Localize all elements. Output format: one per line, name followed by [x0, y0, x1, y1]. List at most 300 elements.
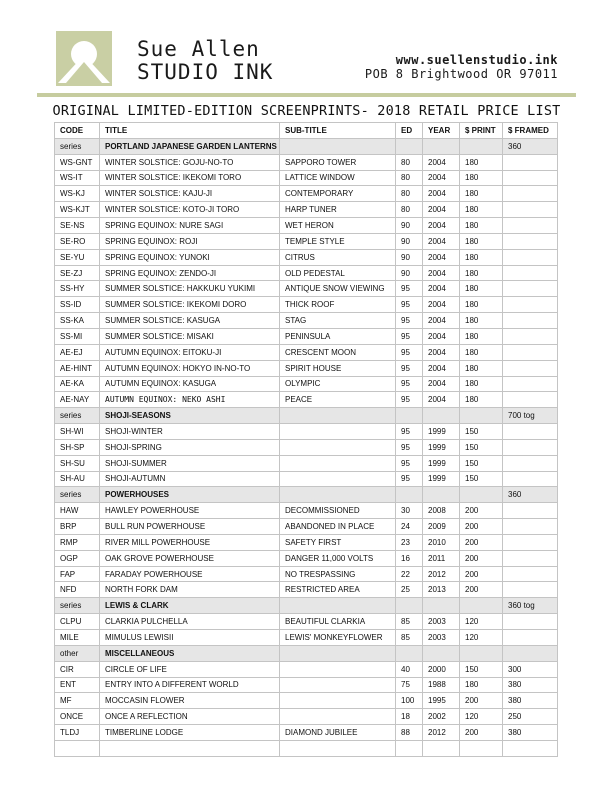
cell-title: SHOJI-SUMMER: [100, 455, 280, 471]
cell-framed-price: [503, 455, 558, 471]
table-row: [55, 519, 558, 535]
cell-edition: 90: [396, 233, 423, 249]
cell-title: FARADAY POWERHOUSE: [100, 566, 280, 582]
cell-title: WINTER SOLSTICE: GOJU-NO-TO: [100, 154, 280, 170]
cell-code: SE-ZJ: [55, 265, 100, 281]
cell-edition: [396, 598, 423, 614]
cell-title: SUMMER SOLSTICE: HAKKUKU YUKIMI: [100, 281, 280, 297]
cell-year: [423, 740, 460, 756]
cell-year: 2004: [423, 297, 460, 313]
cell-edition: 85: [396, 630, 423, 646]
table-row: [55, 661, 558, 677]
cell-framed-price: [503, 328, 558, 344]
cell-framed-price: [503, 582, 558, 598]
cell-subtitle: [280, 138, 396, 154]
cell-edition: [396, 408, 423, 424]
cell-year: 1988: [423, 677, 460, 693]
cell-year: [423, 645, 460, 661]
cell-year: 2012: [423, 725, 460, 741]
cell-framed-price: [503, 550, 558, 566]
cell-framed-price: [503, 534, 558, 550]
cell-title: [100, 740, 280, 756]
cell-subtitle: CRESCENT MOON: [280, 344, 396, 360]
cell-subtitle: SAFETY FIRST: [280, 534, 396, 550]
cell-year: 1999: [423, 439, 460, 455]
cell-edition: 90: [396, 218, 423, 234]
cell-code: series: [55, 487, 100, 503]
cell-subtitle: RESTRICTED AREA: [280, 582, 396, 598]
cell-code: series: [55, 408, 100, 424]
mountain-logo-icon: [56, 31, 112, 86]
table-row: [55, 344, 558, 360]
cell-title: SHOJI-SPRING: [100, 439, 280, 455]
cell-code: SE-NS: [55, 218, 100, 234]
price-list-body: [55, 138, 558, 756]
cell-print-price: 200: [460, 503, 503, 519]
cell-title: SUMMER SOLSTICE: KASUGA: [100, 313, 280, 329]
cell-code: WS-KJ: [55, 186, 100, 202]
cell-title: PORTLAND JAPANESE GARDEN LANTERNS: [100, 138, 280, 154]
cell-framed-price: [503, 344, 558, 360]
cell-framed-price: [503, 519, 558, 535]
table-row: [55, 313, 558, 329]
table-row: [55, 693, 558, 709]
cell-subtitle: [280, 677, 396, 693]
cell-edition: 24: [396, 519, 423, 535]
cell-framed-price: [503, 170, 558, 186]
cell-year: 2004: [423, 233, 460, 249]
cell-subtitle: [280, 693, 396, 709]
cell-code: SS-KA: [55, 313, 100, 329]
cell-edition: 95: [396, 439, 423, 455]
table-row: [55, 218, 558, 234]
table-row: [55, 630, 558, 646]
cell-print-price: 180: [460, 186, 503, 202]
cell-year: 2004: [423, 392, 460, 408]
cell-title: CIRCLE OF LIFE: [100, 661, 280, 677]
cell-title: SUMMER SOLSTICE: MISAKI: [100, 328, 280, 344]
cell-print-price: [460, 598, 503, 614]
cell-year: [423, 138, 460, 154]
cell-code: ONCE: [55, 709, 100, 725]
table-row: [55, 186, 558, 202]
cell-print-price: 150: [460, 661, 503, 677]
table-row: [55, 376, 558, 392]
cell-subtitle: [280, 661, 396, 677]
cell-framed-price: [503, 740, 558, 756]
document-title: ORIGINAL LIMITED-EDITION SCREENPRINTS- 2018 RETAIL PRICE LIST: [52, 103, 561, 119]
cell-print-price: 180: [460, 328, 503, 344]
cell-code: WS-IT: [55, 170, 100, 186]
cell-edition: 88: [396, 725, 423, 741]
cell-code: SH-SP: [55, 439, 100, 455]
cell-code: AE-NAY: [55, 392, 100, 408]
cell-subtitle: SPIRIT HOUSE: [280, 360, 396, 376]
cell-code: SE-YU: [55, 249, 100, 265]
cell-year: 2003: [423, 630, 460, 646]
cell-print-price: 200: [460, 566, 503, 582]
table-row: [55, 614, 558, 630]
cell-print-price: 180: [460, 313, 503, 329]
cell-print-price: 200: [460, 693, 503, 709]
cell-code: WS-GNT: [55, 154, 100, 170]
cell-print-price: [460, 645, 503, 661]
cell-title: CLARKIA PULCHELLA: [100, 614, 280, 630]
table-row: [55, 534, 558, 550]
table-row: [55, 297, 558, 313]
cell-subtitle: DIAMOND JUBILEE: [280, 725, 396, 741]
cell-framed-price: 360 tog: [503, 598, 558, 614]
table-header-row: [55, 123, 558, 139]
cell-code: CIR: [55, 661, 100, 677]
cell-subtitle: DANGER 11,000 VOLTS: [280, 550, 396, 566]
cell-print-price: 180: [460, 154, 503, 170]
cell-print-price: 200: [460, 519, 503, 535]
cell-framed-price: [503, 424, 558, 440]
cell-year: 2009: [423, 519, 460, 535]
header-divider: [37, 93, 576, 97]
cell-print-price: 180: [460, 233, 503, 249]
cell-print-price: 180: [460, 297, 503, 313]
cell-framed-price: [503, 471, 558, 487]
table-row: [55, 439, 558, 455]
cell-subtitle: ABANDONED IN PLACE: [280, 519, 396, 535]
cell-year: 2000: [423, 661, 460, 677]
cell-year: 2012: [423, 566, 460, 582]
cell-edition: 25: [396, 582, 423, 598]
cell-title: SHOJI-WINTER: [100, 424, 280, 440]
brand-name: [137, 38, 273, 84]
cell-year: 2004: [423, 344, 460, 360]
series-row: [55, 645, 558, 661]
cell-code: NFD: [55, 582, 100, 598]
cell-year: 2004: [423, 360, 460, 376]
cell-title: AUTUMN EQUINOX: NEKO ASHI: [100, 392, 280, 408]
brand-line-2: STUDIO INK: [137, 60, 274, 84]
cell-framed-price: [503, 503, 558, 519]
cell-year: 2002: [423, 709, 460, 725]
cell-year: 1999: [423, 424, 460, 440]
cell-subtitle: SAPPORO TOWER: [280, 154, 396, 170]
cell-year: 2010: [423, 534, 460, 550]
cell-edition: 80: [396, 202, 423, 218]
cell-edition: 85: [396, 614, 423, 630]
cell-framed-price: [503, 392, 558, 408]
studio-logo: [56, 31, 112, 86]
table-row: [55, 360, 558, 376]
cell-year: 2004: [423, 170, 460, 186]
cell-code: SH-WI: [55, 424, 100, 440]
cell-title: NORTH FORK DAM: [100, 582, 280, 598]
cell-title: AUTUMN EQUINOX: EITOKU-JI: [100, 344, 280, 360]
cell-year: 2004: [423, 313, 460, 329]
cell-print-price: 180: [460, 249, 503, 265]
cell-framed-price: [503, 297, 558, 313]
website-link[interactable]: www.suellenstudio.ink: [395, 53, 558, 67]
cell-subtitle: STAG: [280, 313, 396, 329]
cell-edition: 18: [396, 709, 423, 725]
cell-code: CLPU: [55, 614, 100, 630]
cell-subtitle: [280, 487, 396, 503]
cell-year: 2004: [423, 249, 460, 265]
cell-framed-price: [503, 614, 558, 630]
table-row: [55, 249, 558, 265]
cell-framed-price: 700 tog: [503, 408, 558, 424]
cell-framed-price: [503, 186, 558, 202]
cell-title: MOCCASIN FLOWER: [100, 693, 280, 709]
cell-print-price: 150: [460, 439, 503, 455]
cell-year: 1999: [423, 455, 460, 471]
cell-year: [423, 487, 460, 503]
cell-year: [423, 408, 460, 424]
table-row: [55, 233, 558, 249]
cell-framed-price: [503, 376, 558, 392]
cell-code: AE-HINT: [55, 360, 100, 376]
cell-subtitle: [280, 645, 396, 661]
cell-subtitle: HARP TUNER: [280, 202, 396, 218]
series-row: [55, 487, 558, 503]
cell-code: ENT: [55, 677, 100, 693]
cell-framed-price: 380: [503, 725, 558, 741]
column-header-edition: ED: [396, 123, 423, 139]
cell-year: 2004: [423, 328, 460, 344]
cell-edition: [396, 645, 423, 661]
cell-subtitle: [280, 471, 396, 487]
cell-print-price: 180: [460, 265, 503, 281]
cell-year: 2004: [423, 281, 460, 297]
cell-code: OGP: [55, 550, 100, 566]
cell-code: AE-KA: [55, 376, 100, 392]
cell-year: 2004: [423, 186, 460, 202]
cell-code: series: [55, 138, 100, 154]
cell-code: MILE: [55, 630, 100, 646]
cell-framed-price: [503, 360, 558, 376]
cell-print-price: [460, 487, 503, 503]
cell-subtitle: CITRUS: [280, 249, 396, 265]
table-row: [55, 455, 558, 471]
cell-print-price: 200: [460, 582, 503, 598]
column-header-subtitle: SUB-TITLE: [280, 123, 396, 139]
cell-title: ONCE A REFLECTION: [100, 709, 280, 725]
cell-print-price: 180: [460, 392, 503, 408]
cell-framed-price: [503, 249, 558, 265]
table-row: [55, 328, 558, 344]
cell-print-price: 200: [460, 534, 503, 550]
cell-code: BRP: [55, 519, 100, 535]
cell-edition: 95: [396, 360, 423, 376]
cell-edition: 95: [396, 328, 423, 344]
cell-subtitle: OLYMPIC: [280, 376, 396, 392]
cell-year: 1999: [423, 471, 460, 487]
cell-edition: 95: [396, 376, 423, 392]
cell-edition: 95: [396, 455, 423, 471]
cell-framed-price: [503, 313, 558, 329]
cell-code: SH-SU: [55, 455, 100, 471]
cell-edition: 40: [396, 661, 423, 677]
table-row: [55, 281, 558, 297]
table-row: [55, 170, 558, 186]
cell-subtitle: TEMPLE STYLE: [280, 233, 396, 249]
cell-edition: 22: [396, 566, 423, 582]
cell-edition: 90: [396, 265, 423, 281]
cell-title: WINTER SOLSTICE: IKEKOMI TORO: [100, 170, 280, 186]
cell-edition: 75: [396, 677, 423, 693]
cell-year: 1995: [423, 693, 460, 709]
cell-print-price: 120: [460, 709, 503, 725]
cell-code: SS-MI: [55, 328, 100, 344]
column-header-print-price: $ PRINT: [460, 123, 503, 139]
column-header-title: TITLE: [100, 123, 280, 139]
cell-year: 2004: [423, 265, 460, 281]
cell-edition: [396, 487, 423, 503]
cell-code: WS-KJT: [55, 202, 100, 218]
cell-code: RMP: [55, 534, 100, 550]
contact-block: [365, 53, 558, 82]
cell-title: HAWLEY POWERHOUSE: [100, 503, 280, 519]
cell-subtitle: THICK ROOF: [280, 297, 396, 313]
cell-print-price: 180: [460, 376, 503, 392]
cell-framed-price: 250: [503, 709, 558, 725]
cell-title: BULL RUN POWERHOUSE: [100, 519, 280, 535]
cell-framed-price: [503, 281, 558, 297]
cell-year: 2003: [423, 614, 460, 630]
column-header-framed-price: $ FRAMED: [503, 123, 558, 139]
cell-title: SPRING EQUINOX: NURE SAGI: [100, 218, 280, 234]
postal-address: POB 8 Brightwood OR 97011: [364, 67, 558, 81]
series-row: [55, 598, 558, 614]
cell-edition: 80: [396, 154, 423, 170]
table-row: [55, 550, 558, 566]
cell-subtitle: PEACE: [280, 392, 396, 408]
cell-title: SPRING EQUINOX: ROJI: [100, 233, 280, 249]
cell-print-price: 180: [460, 344, 503, 360]
table-row: [55, 265, 558, 281]
cell-subtitle: [280, 455, 396, 471]
cell-print-price: 150: [460, 455, 503, 471]
cell-subtitle: [280, 709, 396, 725]
cell-print-price: 200: [460, 725, 503, 741]
cell-print-price: 180: [460, 218, 503, 234]
cell-code: SS-HY: [55, 281, 100, 297]
cell-framed-price: 360: [503, 138, 558, 154]
cell-subtitle: WET HERON: [280, 218, 396, 234]
cell-print-price: 180: [460, 360, 503, 376]
cell-edition: 95: [396, 424, 423, 440]
cell-print-price: 150: [460, 424, 503, 440]
cell-framed-price: [503, 439, 558, 455]
cell-title: SHOJI-AUTUMN: [100, 471, 280, 487]
cell-code: AE-EJ: [55, 344, 100, 360]
cell-code: FAP: [55, 566, 100, 582]
cell-subtitle: PENINSULA: [280, 328, 396, 344]
cell-framed-price: [503, 202, 558, 218]
cell-framed-price: [503, 566, 558, 582]
cell-title: MISCELLANEOUS: [100, 645, 280, 661]
cell-print-price: 150: [460, 471, 503, 487]
cell-framed-price: 380: [503, 693, 558, 709]
cell-subtitle: OLD PEDESTAL: [280, 265, 396, 281]
cell-title: AUTUMN EQUINOX: KASUGA: [100, 376, 280, 392]
cell-title: LEWIS & CLARK: [100, 598, 280, 614]
series-row: [55, 138, 558, 154]
cell-framed-price: [503, 218, 558, 234]
cell-edition: 95: [396, 344, 423, 360]
table-row: [55, 503, 558, 519]
cell-title: SPRING EQUINOX: ZENDO-JI: [100, 265, 280, 281]
cell-framed-price: 300: [503, 661, 558, 677]
cell-edition: [396, 138, 423, 154]
price-list-table: [54, 122, 558, 757]
cell-subtitle: [280, 740, 396, 756]
table-row: [55, 709, 558, 725]
cell-title: RIVER MILL POWERHOUSE: [100, 534, 280, 550]
cell-edition: 95: [396, 297, 423, 313]
cell-code: SH-AU: [55, 471, 100, 487]
series-row: [55, 408, 558, 424]
table-row: [55, 677, 558, 693]
column-header-year: YEAR: [423, 123, 460, 139]
cell-subtitle: ANTIQUE SNOW VIEWING: [280, 281, 396, 297]
cell-title: MIMULUS LEWISII: [100, 630, 280, 646]
cell-code: [55, 740, 100, 756]
cell-year: 2008: [423, 503, 460, 519]
cell-year: 2013: [423, 582, 460, 598]
cell-framed-price: [503, 154, 558, 170]
cell-print-price: [460, 138, 503, 154]
cell-framed-price: [503, 645, 558, 661]
cell-edition: 80: [396, 186, 423, 202]
cell-code: other: [55, 645, 100, 661]
cell-year: 2004: [423, 376, 460, 392]
cell-title: WINTER SOLSTICE: KOTO-JI TORO: [100, 202, 280, 218]
cell-print-price: 180: [460, 281, 503, 297]
cell-edition: 100: [396, 693, 423, 709]
cell-print-price: 180: [460, 202, 503, 218]
cell-edition: 30: [396, 503, 423, 519]
cell-title: WINTER SOLSTICE: KAJU-JI: [100, 186, 280, 202]
cell-print-price: 120: [460, 614, 503, 630]
cell-code: HAW: [55, 503, 100, 519]
cell-code: SE-RO: [55, 233, 100, 249]
cell-edition: 95: [396, 471, 423, 487]
cell-edition: [396, 740, 423, 756]
brand-line-1: Sue Allen: [137, 37, 260, 61]
cell-year: 2004: [423, 218, 460, 234]
cell-subtitle: [280, 424, 396, 440]
cell-edition: 90: [396, 249, 423, 265]
cell-subtitle: [280, 439, 396, 455]
cell-subtitle: NO TRESPASSING: [280, 566, 396, 582]
cell-print-price: 180: [460, 170, 503, 186]
cell-subtitle: [280, 408, 396, 424]
cell-title: ENTRY INTO A DIFFERENT WORLD: [100, 677, 280, 693]
cell-year: [423, 598, 460, 614]
table-row: [55, 154, 558, 170]
table-row: [55, 392, 558, 408]
cell-year: 2004: [423, 202, 460, 218]
cell-subtitle: [280, 598, 396, 614]
cell-subtitle: DECOMMISSIONED: [280, 503, 396, 519]
cell-subtitle: LEWIS' MONKEYFLOWER: [280, 630, 396, 646]
cell-code: SS-ID: [55, 297, 100, 313]
cell-print-price: 120: [460, 630, 503, 646]
cell-code: MF: [55, 693, 100, 709]
cell-subtitle: BEAUTIFUL CLARKIA: [280, 614, 396, 630]
cell-framed-price: 380: [503, 677, 558, 693]
table-row: [55, 471, 558, 487]
cell-title: SPRING EQUINOX: YUNOKI: [100, 249, 280, 265]
cell-edition: 16: [396, 550, 423, 566]
